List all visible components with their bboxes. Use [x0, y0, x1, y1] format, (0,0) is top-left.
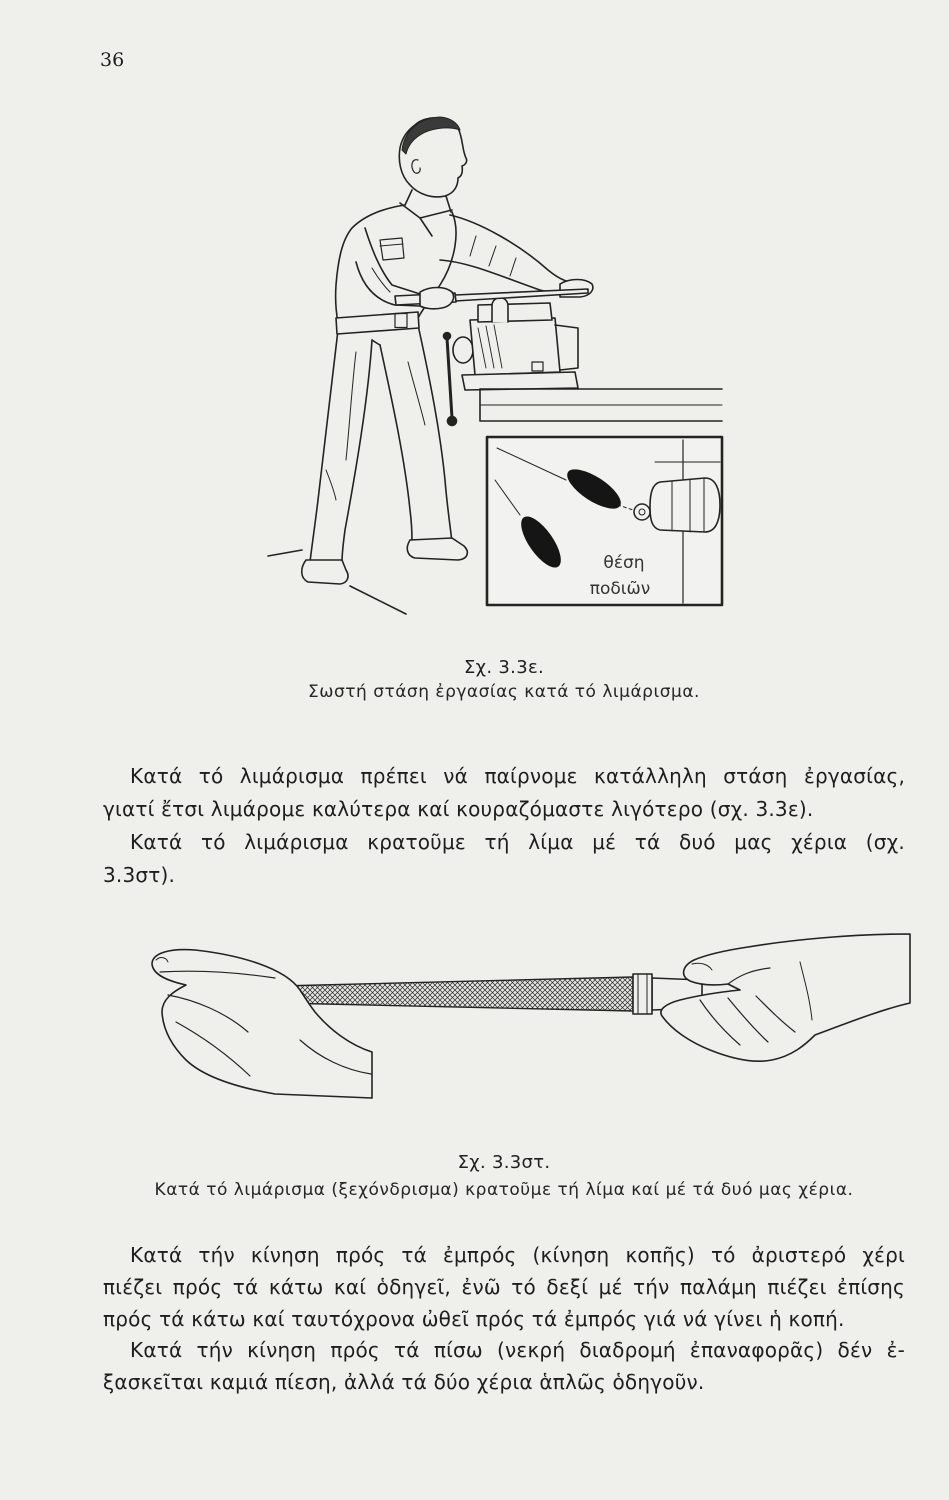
right-hand [420, 288, 454, 309]
worker-legs [310, 325, 452, 562]
paragraph-4-line: ξασκεῖται καμιά πίεση, ἀλλά τά δύο χέρια ἁπλῶς ὁδηγοῦν. [103, 1370, 705, 1394]
paragraph-3-line: Κατά τήν κίνηση πρός τά ἐμπρός (κίνηση κοπῆς) τό ἀριστερό χέρι [130, 1243, 905, 1267]
figure-1-caption: Σωστή στάση ἐργασίας κατά τό λιμάρισμα. [308, 682, 700, 702]
vise [444, 298, 579, 426]
foot-position-inset [487, 437, 722, 605]
workpiece [492, 298, 508, 322]
body-text-1 [103, 760, 905, 892]
file-blade [280, 977, 633, 1011]
worker-figure [302, 117, 468, 584]
paragraph-1-line: Κατά τό λιμάρισμα πρέπει νά παίρνομε κατάλληλη στάση ἐργασίας, [130, 764, 905, 788]
worker-far-arm [440, 215, 593, 297]
figure-2-caption: Κατά τό λιμάρισμα (ξεχόνδρισμα) κρατοῦμε τή λίμα καί μέ τά δυό μας χέρια. [154, 1180, 854, 1200]
figure-1-label: Σχ. 3.3ε. [464, 657, 544, 678]
figure-hands-holding-file [140, 920, 920, 1105]
worker-head [399, 117, 466, 212]
file-ferrule [633, 974, 652, 1014]
paragraph-4-line: Κατά τήν κίνηση πρός τά πίσω (νεκρή διαδρομή ἐπαναφορᾶς) δέν ἐ- [130, 1338, 905, 1363]
shirt-pocket [380, 238, 404, 260]
paragraph-1-line: γιατί ἔτσι λιμάρομε καλύτερα καί κουραζόμαστε λιγότερο (σχ. 3.3ε). [103, 797, 814, 821]
workbench [480, 389, 722, 421]
figure-worker-at-vise [250, 100, 740, 625]
inset-label-line-2: ποδιῶν [589, 579, 651, 599]
paragraph-2-line: Κατά τό λιμάρισμα κρατοῦμε τή λίμα μέ τά δυό μας χέρια (σχ. [130, 830, 905, 854]
figure-2-label: Σχ. 3.3στ. [457, 1152, 551, 1173]
paragraph-3-line: πιέζει πρός τά κάτω καί ὁδηγεῖ, ἐνῶ τό δεξί μέ τήν παλάμη πιέζει ἐπίσης [103, 1274, 905, 1299]
inset-label-line-1: θέση [603, 553, 645, 573]
page-number: 36 [100, 49, 125, 71]
worker-torso [336, 203, 456, 334]
hand-right [661, 934, 910, 1061]
paragraph-2-line: 3.3στ). [103, 863, 176, 887]
paragraph-3-line: πρός τά κάτω καί ταυτόχρονα ὠθεῖ πρός τά ἐμπρός γιά νά γίνει ἡ κοπή. [103, 1306, 845, 1331]
file-tool [280, 974, 702, 1014]
body-text-2 [103, 1240, 905, 1399]
worker-shoes [302, 538, 468, 584]
hand-left [152, 950, 372, 1098]
